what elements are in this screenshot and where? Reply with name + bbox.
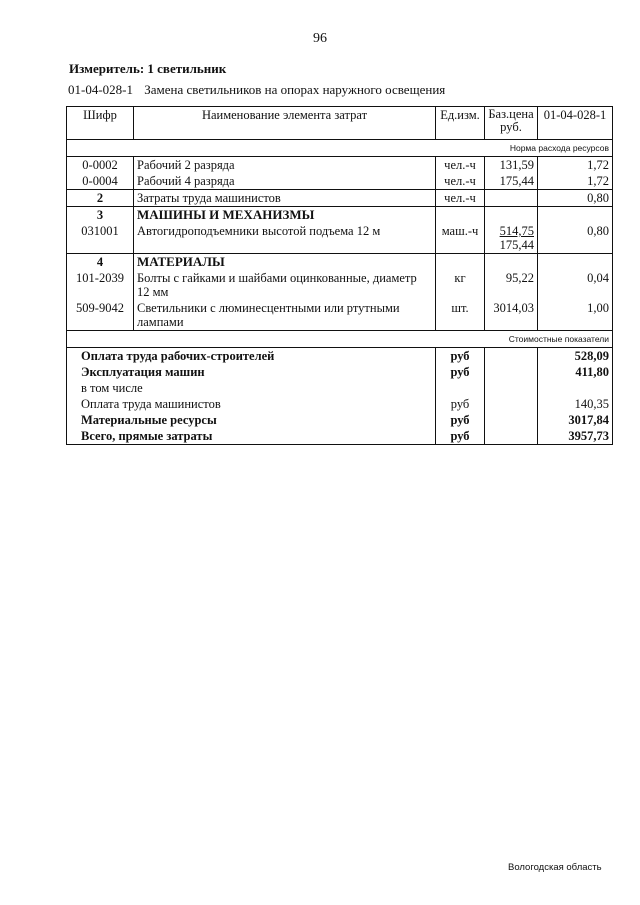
table-row [67, 157, 613, 174]
table-row [67, 270, 613, 300]
table-row [67, 190, 613, 207]
page-number: 96 [313, 31, 327, 46]
norm-title: Замена светильников на опорах наружного освещения [144, 82, 446, 97]
cost-row [67, 380, 613, 396]
table-row [67, 173, 613, 190]
region-footer: Вологодская область [508, 862, 602, 873]
machine-price-secondary: 175,44 [499, 238, 534, 252]
row-code: 509-9042 [67, 300, 134, 331]
header-unit: Ед.изм. [436, 107, 485, 140]
cost-label: Оплата труда машинистов [67, 396, 436, 412]
machine-price: 514,75 [499, 224, 534, 238]
cost-caption: Стоимостные показатели [67, 331, 613, 348]
row-price: 131,59 [485, 157, 538, 174]
row-name: Затраты труда машинистов [134, 190, 436, 207]
section-row [67, 207, 613, 224]
cost-caption-row [67, 331, 613, 348]
cost-unit: руб [436, 428, 485, 445]
cost-unit: руб [436, 412, 485, 428]
row-price: 3014,03 [485, 300, 538, 331]
cost-unit: руб [436, 396, 485, 412]
table-header-row [67, 107, 613, 140]
header-name: Наименование элемента затрат [134, 107, 436, 140]
row-qty: 0,04 [538, 270, 613, 300]
row-qty: 1,72 [538, 157, 613, 174]
cost-value: 411,80 [538, 364, 613, 380]
row-price [485, 223, 538, 254]
row-unit: маш.-ч [436, 223, 485, 254]
row-code: 101-2039 [67, 270, 134, 300]
row-name: Автогидроподъемники высотой подъема 12 м [134, 223, 436, 254]
section-title: МАШИНЫ И МЕХАНИЗМЫ [134, 207, 436, 224]
row-code: 0-0004 [67, 173, 134, 190]
row-price: 95,22 [485, 270, 538, 300]
row-price: 175,44 [485, 173, 538, 190]
row-qty: 0,80 [538, 190, 613, 207]
section-code: 4 [67, 254, 134, 271]
cost-label: Эксплуатация машин [67, 364, 436, 380]
header-code: Шифр [67, 107, 134, 140]
cost-row [67, 396, 613, 412]
row-unit: чел.-ч [436, 190, 485, 207]
cost-value: 140,35 [538, 396, 613, 412]
table-row [67, 223, 613, 254]
row-name: Светильники с люминесцентными или ртутными лампами [134, 300, 436, 331]
header-norm-code: 01-04-028-1 [538, 107, 613, 140]
cost-row [67, 412, 613, 428]
row-qty: 1,72 [538, 173, 613, 190]
row-unit: кг [436, 270, 485, 300]
header-price: Баз.цена руб. [485, 107, 538, 140]
section-code: 3 [67, 207, 134, 224]
row-unit: чел.-ч [436, 173, 485, 190]
cost-unit: руб [436, 348, 485, 365]
cost-row [67, 364, 613, 380]
cost-label: Оплата труда рабочих-строителей [67, 348, 436, 365]
row-code: 2 [67, 190, 134, 207]
cost-row [67, 348, 613, 365]
row-price-empty [485, 190, 538, 207]
row-name: Болты с гайками и шайбами оцинкованные, диаметр 12 мм [134, 270, 436, 300]
row-unit: шт. [436, 300, 485, 331]
table-row [67, 300, 613, 331]
section-title: МАТЕРИАЛЫ [134, 254, 436, 271]
row-code: 0-0002 [67, 157, 134, 174]
resource-norm-caption: Норма расхода ресурсов [67, 140, 613, 157]
row-unit: чел.-ч [436, 157, 485, 174]
row-code: 031001 [67, 223, 134, 254]
cost-label: Всего, прямые затраты [67, 428, 436, 445]
row-qty: 0,80 [538, 223, 613, 254]
cost-value: 3957,73 [538, 428, 613, 445]
norm-header [68, 82, 445, 98]
resource-table [66, 106, 613, 445]
cost-label: Материальные ресурсы [67, 412, 436, 428]
cost-unit: руб [436, 364, 485, 380]
measurer-title: Измеритель: 1 светильник [69, 61, 227, 76]
row-qty: 1,00 [538, 300, 613, 331]
section-row [67, 254, 613, 271]
cost-row-total [67, 428, 613, 445]
cost-value: 528,09 [538, 348, 613, 365]
row-name: Рабочий 2 разряда [134, 157, 436, 174]
cost-label-including: в том числе [67, 380, 436, 396]
norm-code: 01-04-028-1 [68, 82, 133, 97]
cost-value: 3017,84 [538, 412, 613, 428]
row-name: Рабочий 4 разряда [134, 173, 436, 190]
resource-norm-caption-row [67, 140, 613, 157]
